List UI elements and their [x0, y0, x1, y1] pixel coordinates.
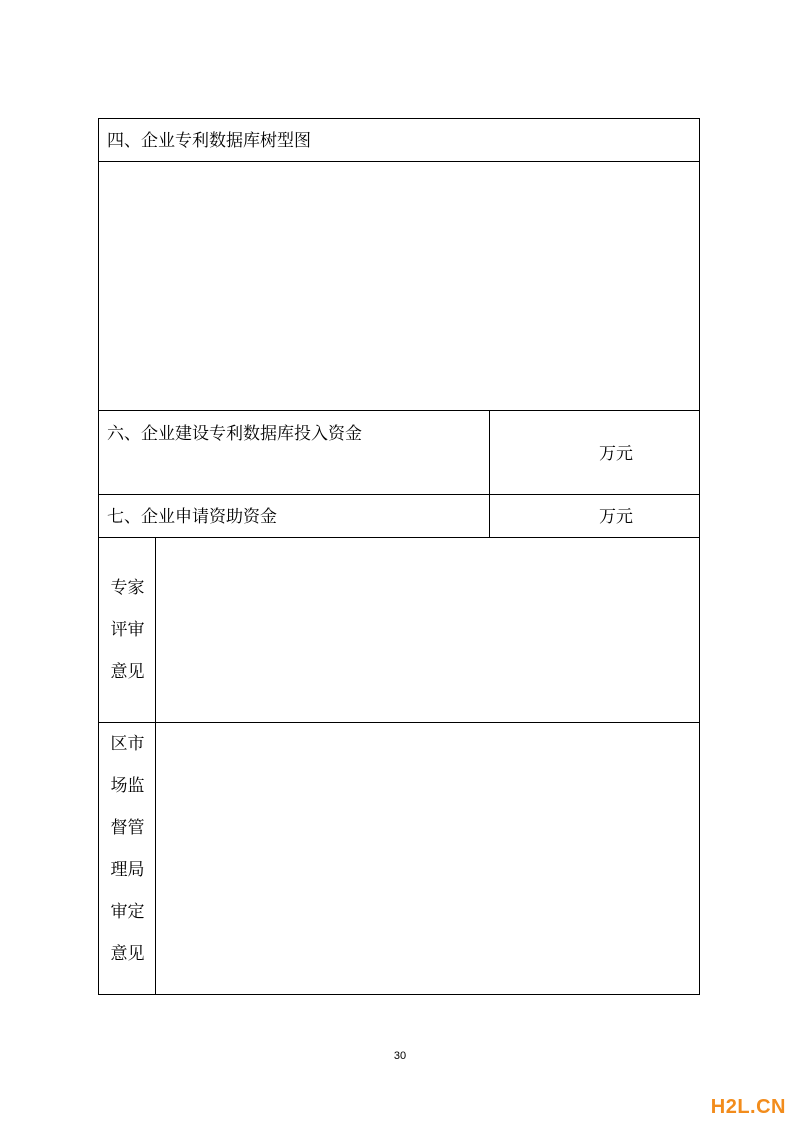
section6-unit: 万元 [599, 444, 633, 464]
expert-review-opinion-area[interactable] [156, 538, 699, 722]
expert-review-label: 专家 评审 意见 [110, 578, 145, 682]
page-number: 30 [393, 1050, 407, 1062]
site-watermark-logo: H2L.CN [710, 1096, 786, 1118]
section6-amount-field[interactable] [490, 411, 699, 494]
bureau-approval-label: 区市 场监 督管 理局 审定 意见 [110, 734, 145, 964]
section6-title: 六、企业建设专利数据库投入资金 [107, 424, 362, 444]
section4-title: 四、企业专利数据库树型图 [107, 131, 311, 151]
application-form-table [98, 118, 700, 995]
section7-title: 七、企业申请资助资金 [107, 507, 277, 527]
section7-unit: 万元 [599, 507, 633, 527]
bureau-approval-opinion-area[interactable] [156, 723, 699, 994]
patent-tree-diagram-area[interactable] [99, 162, 699, 410]
section7-amount-field[interactable] [490, 495, 699, 537]
